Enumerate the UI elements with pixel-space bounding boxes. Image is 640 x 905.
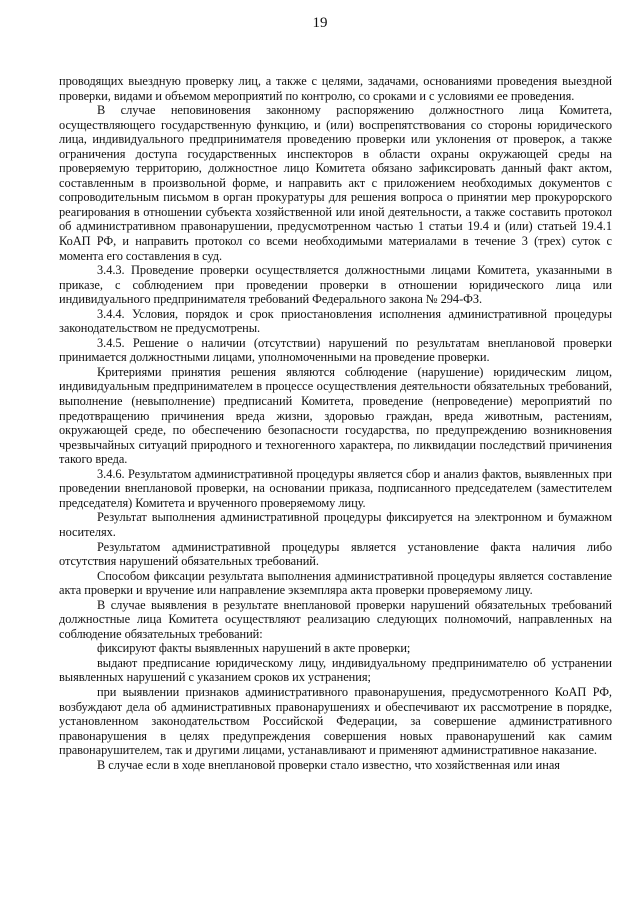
paragraph-result: Результатом административной процедуры является установление факта наличия либо отсутствия нарушений обязательных требований. [59, 539, 612, 569]
paragraph-3-4-3: 3.4.3. Проведение проверки осуществляется должностными лицами Комитета, указанными в приказе, с соблюдением при проведении проверки в отношении юридического лица или индивидуального предпринимателя требований Федерального закона № 294-ФЗ. [59, 263, 612, 307]
paragraph-result-fixation: Результат выполнения административной процедуры фиксируется на электронном и бумажном носителях. [59, 510, 612, 539]
paragraph-3-4-6: 3.4.6. Результатом административной процедуры является сбор и анализ фактов, выявленных при проведении внеплановой проверки, на основании приказа, подписанного председателем (заместителем председателя) Комитета и врученного проверяемому лицу. [59, 466, 612, 510]
page-number: 19 [312, 15, 328, 31]
paragraph-continuation: проводящих выездную проверку лиц, а также с целями, задачами, основаниями проведения выездной проверки, видами и объемом мероприятий по контролю, со сроками и с условиями ее проведения. [59, 74, 612, 103]
paragraph-obstruction: В случае неповиновения законному распоряжению должностного лица Комитета, осуществляющего государственную функцию, и (или) воспрепятствования со стороны юридического лица, индивидуального предпринимателя проведению проверки или уклонения от проверок, а также ограничения доступа государственных инспекторов в области охраны окружающей среды на проверяемую территорию, должностное лицо Комитета обязано зафиксировать данный факт актом, составленным в произвольной форме, и направить акт с приложением необходимых документов с сопроводительным письмом в орган прокуратуры для решения вопроса о принятии мер прокурорского реагирования в отношении субъекта хозяйственной или иной деятельности, а также составить протокол об административном правонарушении, предусмотренном частью 1 статьи 19.4 и (или) статьей 19.4.1 КоАП РФ, и направить протокол со всеми необходимыми материалами в течение 3 (трех) суток с момента его составления в суд. [59, 103, 612, 263]
document-body [59, 74, 612, 772]
paragraph-fixation-method: Способом фиксации результата выполнения административной процедуры является составление акта проверки и вручение или направление экземпляра акта проверки проверяемому лицу. [59, 568, 612, 598]
paragraph-record-facts: фиксируют факты выявленных нарушений в акте проверки; [97, 641, 411, 656]
paragraph-violations: В случае выявления в результате внеплановой проверки нарушений обязательных требований должностные лица Комитета осуществляют реализацию следующих полномочий, направленных на соблюдение обязательных требований: [59, 597, 612, 641]
paragraph-final-partial: В случае если в ходе внеплановой проверки стало известно, что хозяйственная или иная [97, 757, 560, 772]
paragraph-3-4-5: 3.4.5. Решение о наличии (отсутствии) нарушений по результатам внеплановой проверки принимается должностными лицами, уполномоченными на проведение проверки. [59, 335, 612, 365]
paragraph-administrative-offense: при выявлении признаков административного правонарушения, предусмотренного КоАП РФ, возбуждают дела об административных правонарушениях и обеспечивают их рассмотрение в порядке, установленном законодательством Российской Федерации, за совершение административного правонарушения в целях предупреждения совершения новых правонарушений как самим правонарушителем, так и другими лицами, устанавливают и применяют административное наказание. [59, 684, 612, 758]
paragraph-issue-order: выдают предписание юридическому лицу, индивидуальному предпринимателю об устранении выявленных нарушений с указанием сроков их устранения; [59, 655, 612, 685]
paragraph-criteria: Критериями принятия решения являются соблюдение (нарушение) юридическим лицом, индивидуальным предпринимателем в процессе осуществления деятельности обязательных требований, выполнение (невыполнение) предписаний Комитета, проведение (непроведение) мероприятий по предотвращению причинения вреда жизни, здоровью граждан, вреда животным, растениям, окружающей среде, по обеспечению безопасности государства, по предупреждению возникновения чрезвычайных ситуаций природного и техногенного характера, по ликвидации последствий причинения такого вреда. [59, 364, 612, 467]
paragraph-3-4-4: 3.4.4. Условия, порядок и срок приостановления исполнения административной процедуры законодательством не предусмотрены. [59, 306, 612, 336]
